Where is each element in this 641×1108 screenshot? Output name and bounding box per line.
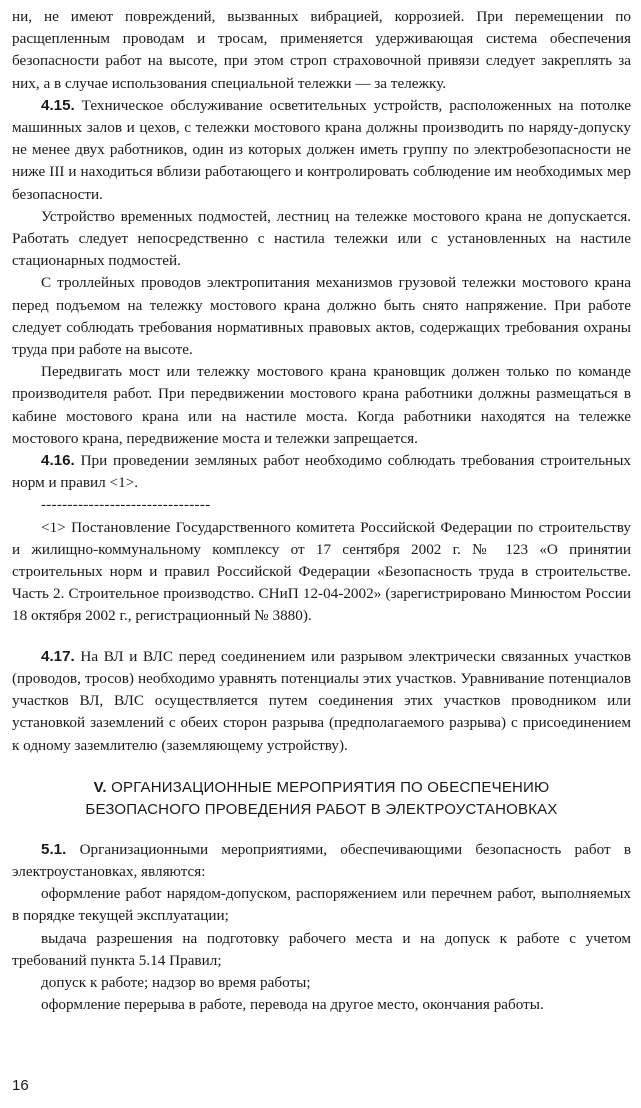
list-item: допуск к работе; надзор во время работы; [41, 973, 311, 991]
paragraph-4-16 [12, 450, 631, 494]
list-item: выдача разрешения на подготовку рабочего места и на допуск к работе с учетом требований пункта 5.14 Правил; [12, 929, 631, 969]
document-page [12, 6, 631, 1016]
section-title-line-2: БЕЗОПАСНОГО ПРОВЕДЕНИЯ РАБОТ В ЭЛЕКТРОУСТАНОВКАХ [85, 801, 558, 819]
clause-text-5-1: Организационными мероприятиями, обеспечивающими безопасность работ в электроустановках, являются: [12, 840, 631, 880]
paragraph-4-15-trolley-wires: С троллейных проводов электропитания механизмов грузовой тележки мостового крана перед подъемом на тележку мостового крана должно быть снято напряжение. При работе следует соблюдать требования нормативных правовых актов, содержащих требования охраны труда при работе на высоте. [12, 274, 631, 359]
section-number: V. [93, 778, 107, 796]
paragraph-5-1 [12, 839, 631, 883]
paragraph-4-15 [12, 95, 631, 206]
list-item: оформление работ нарядом-допуском, распоряжением или перечнем работ, выполняемых в порядке текущей эксплуатации; [12, 885, 631, 925]
list-item: оформление перерыва в работе, перевода на другое место, окончания работы. [41, 996, 544, 1014]
paragraph-4-15-scaffolds: Устройство временных подмостей, лестниц на тележке мостового крана не допускается. Работать следует непосредственно с настила тележки или с установленных на настиле стационарных подмостей. [12, 207, 631, 270]
clause-text-4-15: Техническое обслуживание осветительных устройств, расположенных на потолке машинных залов и цехов, с тележки мостового крана должны производить по наряду-допуску не менее двух работников, один из которых должен иметь группу по электробезопасности не ниже III и находиться вблизи работающего и контролировать соблюдение им необходимых мер безопасности. [12, 96, 631, 203]
spacer [12, 822, 631, 839]
page-number: 16 [12, 1077, 29, 1094]
clause-text-4-16: При проведении земляных работ необходимо соблюдать требования строительных норм и правил <1>. [12, 452, 631, 492]
spacer [12, 757, 631, 777]
clause-number-4-15: 4.15. [41, 96, 75, 114]
spacer [12, 628, 631, 646]
clause-number-5-1: 5.1. [41, 840, 67, 858]
section-heading [12, 777, 631, 822]
clause-number-4-17: 4.17. [41, 647, 75, 665]
footnote-separator: -------------------------------- [41, 497, 211, 514]
paragraph-4-15-crane-movement: Передвигать мост или тележку мостового крана крановщик должен только по команде производителя работ. При передвижении мостового крана работники должны размещаться в кабине мостового крана или на настиле моста. Когда работники находятся на тележке мостового крана, передвижение моста и тележки запрещается. [12, 363, 631, 447]
clause-number-4-16: 4.16. [41, 452, 75, 470]
paragraph-continuation: ни, не имеют повреждений, вызванных вибрацией, коррозией. При перемещении по расщепленным проводам и тросам, применяется удерживающая система обеспечения безопасности работ на высоте, при этом строп страховочной привязи следует закреплять за них, а в случае использования специальной тележки — за тележку. [12, 8, 631, 92]
section-title-line-1: ОРГАНИЗАЦИОННЫЕ МЕРОПРИЯТИЯ ПО ОБЕСПЕЧЕНИЮ [106, 778, 550, 796]
clause-text-4-17: На ВЛ и ВЛС перед соединением или разрывом электрически связанных участков (проводов, тросов) необходимо уравнять потенциалы этих участков. Уравнивание потенциалов участков ВЛ, ВЛС осуществляется путем соединения этих участков проводником или установкой заземлений с обеих сторон разрыва (предполагаемого разрыва) с присоединением к одному заземлителю (заземляющему устройству). [12, 647, 631, 754]
paragraph-4-17 [12, 646, 631, 757]
footnote-text: <1> Постановление Государственного комитета Российской Федерации по строительству и жилищно-коммунальному комплексу от 17 сентября 2002 г. № 123 «О принятии строительных норм и правил Российской Федерации «Безопасность труда в строительстве. Часть 2. Строительное производство. СНиП 12-04-2002» (зарегистрировано Минюстом России 18 октября 2002 г., регистрационный № 3880). [12, 518, 631, 625]
